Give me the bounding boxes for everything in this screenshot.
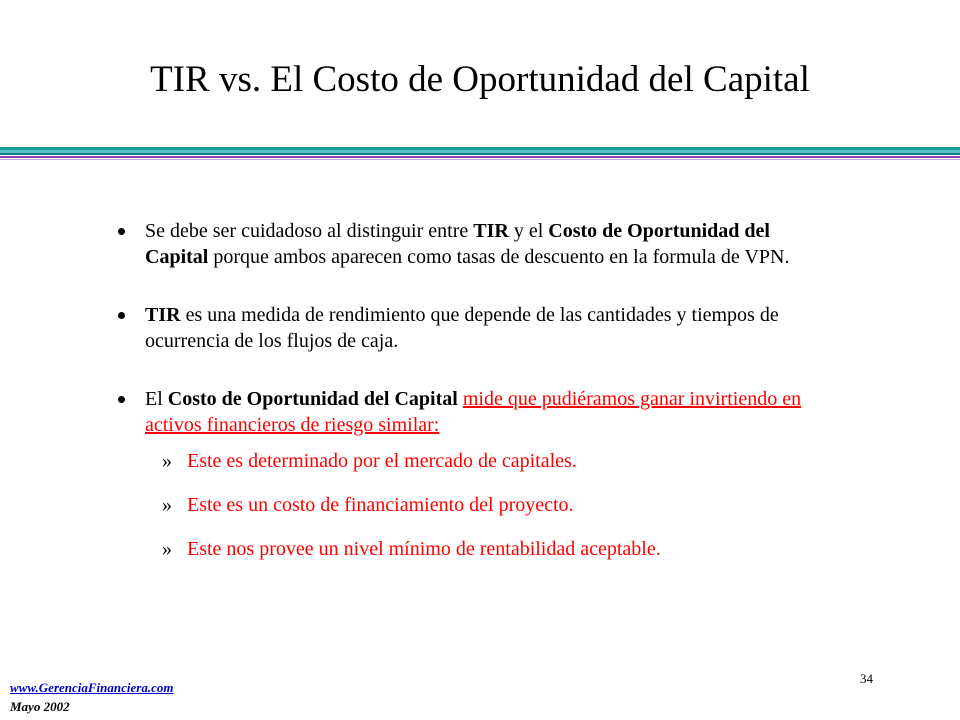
bullet-text: porque ambos aparecen como tasas de descuento en la formula de VPN. (208, 246, 790, 268)
divider-teal-line-1 (0, 147, 960, 150)
bullet-item (112, 218, 812, 270)
title-divider (0, 146, 960, 176)
sub-bullet-marker-icon: » (162, 450, 172, 472)
footer-date: Mayo 2002 (10, 699, 70, 714)
page-number: 34 (860, 671, 873, 686)
footer-website-link[interactable]: www.GerenciaFinanciera.com (10, 680, 174, 695)
underlined-definition: mide que pudiéramos ganar invirtiendo en activos financieros de riesgo similar: (145, 388, 802, 436)
bullet-text: El (145, 388, 168, 410)
sub-bullet-text: Este es determinado por el mercado de capitales. (187, 450, 577, 472)
bullet-dot-icon (118, 228, 125, 235)
bullet-bold-text: Costo de Oportunidad del Capital (145, 220, 770, 268)
sub-bullet-item (112, 492, 812, 518)
sub-bullet-text: Este nos provee un nivel mínimo de rentabilidad aceptable. (187, 538, 661, 560)
sub-bullet-marker-icon: » (162, 494, 172, 516)
bullet-dot-icon (118, 396, 125, 403)
sub-bullet-item (112, 536, 812, 562)
bullet-item (112, 386, 812, 438)
bullet-bold-text: Costo de Oportunidad del Capital (167, 388, 458, 410)
bullet-text: es una medida de rendimiento que depende de las cantidades y tiempos de ocurrencia de los flujos de caja. (145, 304, 779, 352)
bullet-bold-text: TIR (145, 304, 181, 326)
bullet-text: y el (508, 220, 549, 242)
slide-title: TIR vs. El Costo de Oportunidad del Capital (150, 59, 810, 100)
sub-bullet-item (112, 448, 812, 474)
bullet-bold-text: TIR (473, 220, 509, 242)
bullet-dot-icon (118, 312, 125, 319)
bullet-item (112, 302, 812, 354)
sub-bullet-text: Este es un costo de financiamiento del proyecto. (187, 494, 574, 516)
divider-purple-line (0, 156, 960, 158)
bullet-list (112, 218, 812, 562)
divider-light-line (0, 159, 960, 160)
divider-teal-line-2 (0, 150, 960, 153)
bullet-text: Se debe ser cuidadoso al distinguir entre (145, 220, 474, 242)
divider-teal-line-3 (0, 153, 960, 155)
sub-bullet-marker-icon: » (162, 538, 172, 560)
